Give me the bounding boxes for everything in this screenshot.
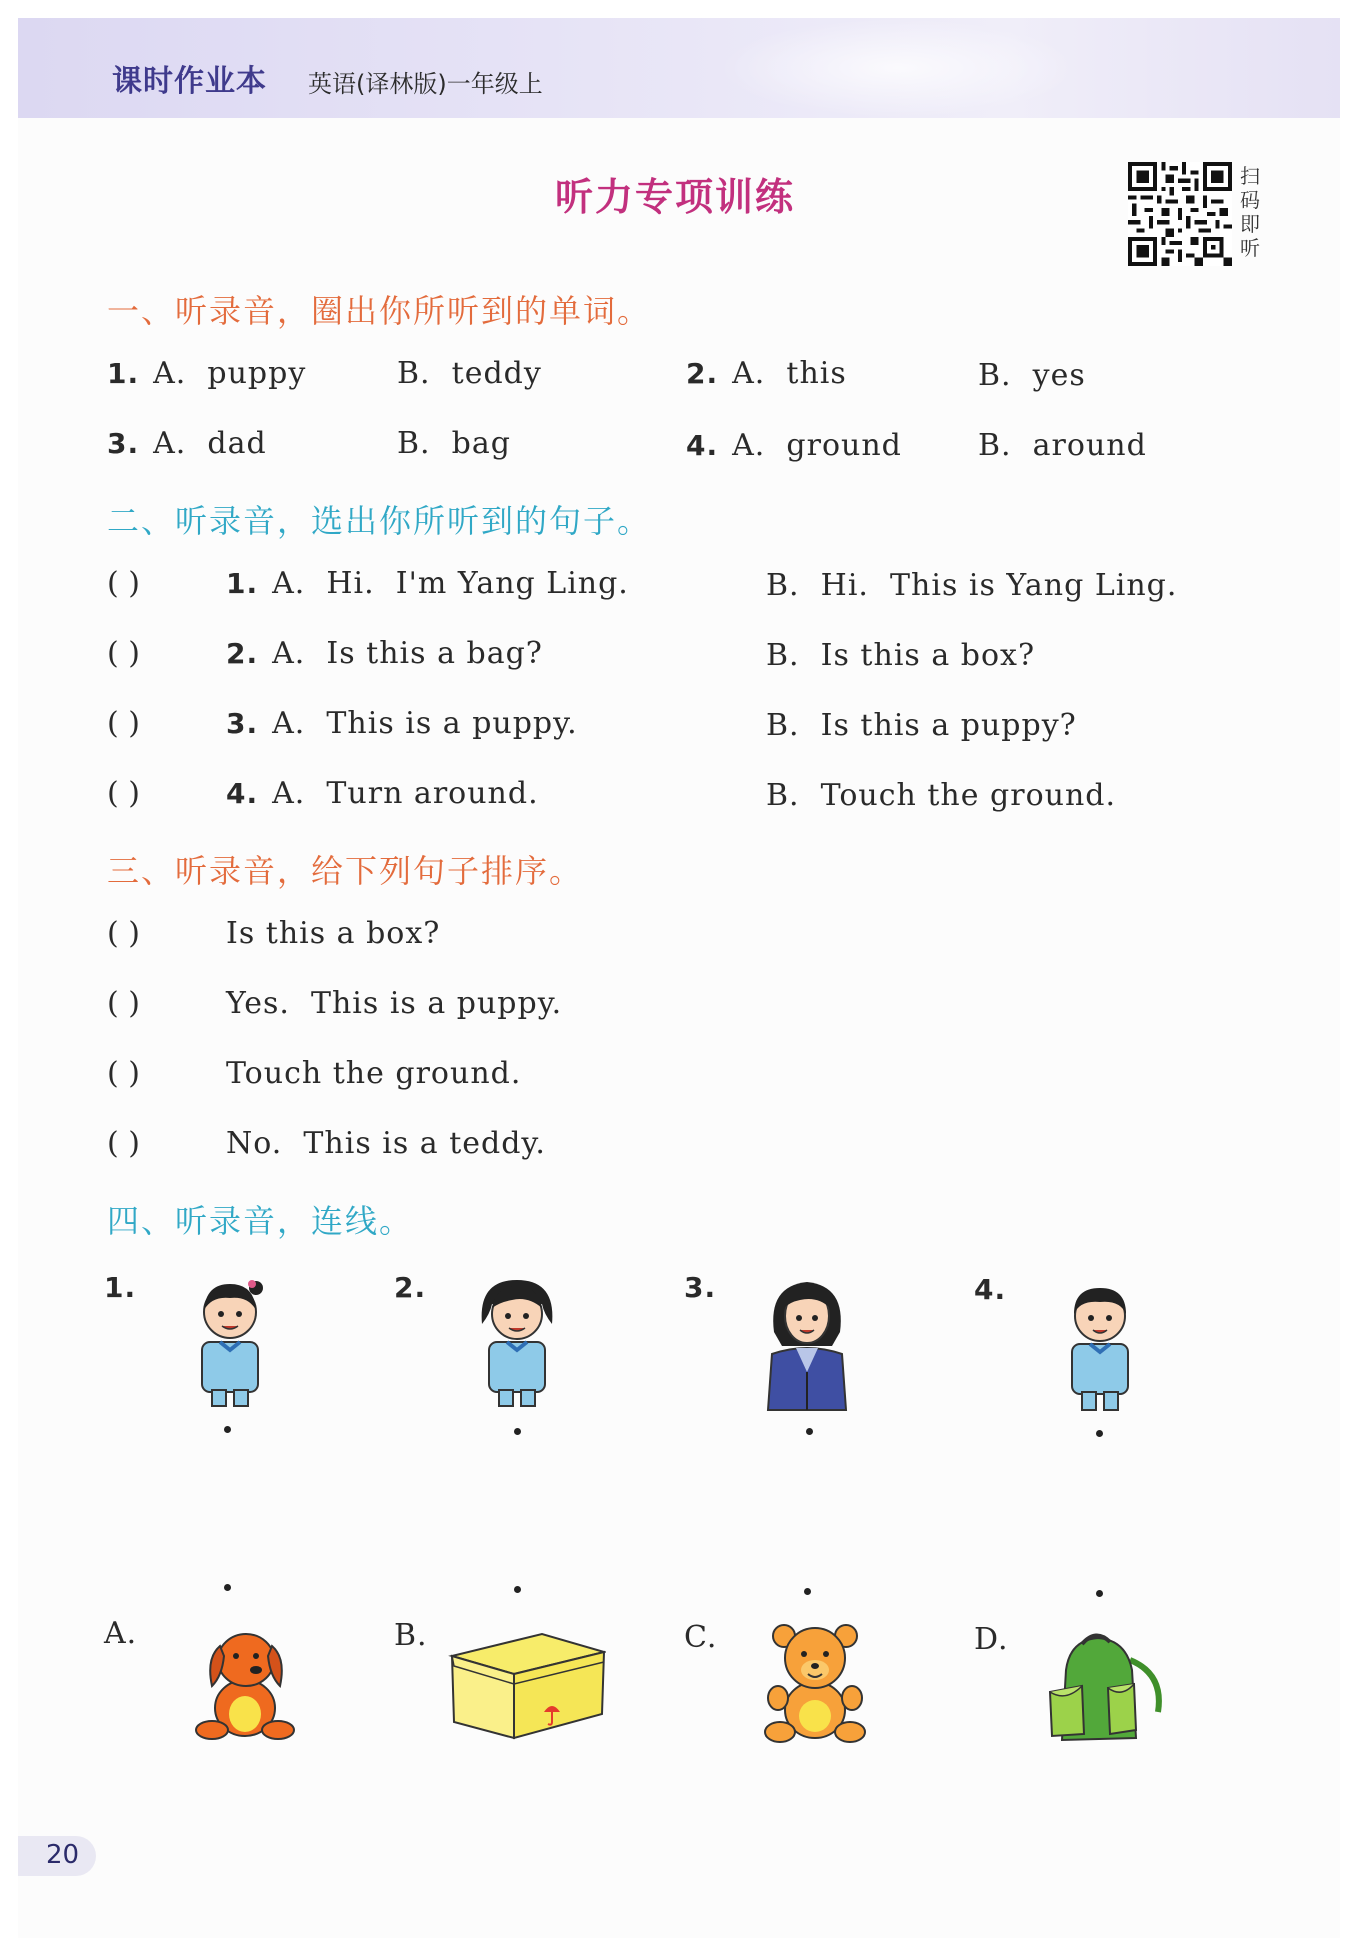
match-dot-person-4[interactable] xyxy=(1096,1430,1103,1437)
section-3-sentence: Touch the ground. xyxy=(226,1056,522,1091)
section-1-heading: 一、听录音，圈出你所听到的单词。 xyxy=(107,292,652,330)
puppy-icon xyxy=(190,1626,300,1742)
person-number: 1. xyxy=(104,1271,137,1304)
option-a[interactable]: A. this xyxy=(732,356,847,391)
person-number: 4. xyxy=(974,1273,1007,1306)
object-letter: C. xyxy=(684,1620,718,1655)
section-1-item-2: 2. A. this xyxy=(686,356,847,391)
answer-blank[interactable]: ( ) xyxy=(107,916,140,951)
section-1-item-4-option-b[interactable]: B. around xyxy=(978,428,1147,463)
section-1-item-4: 4. A. ground xyxy=(686,428,902,463)
object-letter: B. xyxy=(394,1618,428,1653)
section-2-item-4-option-b: B. Touch the ground. xyxy=(766,778,1117,813)
match-dot-object-d[interactable] xyxy=(1096,1590,1103,1597)
person-number: 3. xyxy=(684,1271,717,1304)
match-dot-object-b[interactable] xyxy=(514,1586,521,1593)
section-2-item-4: 4. A. Turn around. xyxy=(226,776,539,811)
page-title: 听力专项训练 xyxy=(554,175,795,219)
page-number: 20 xyxy=(46,1840,80,1870)
backpack-icon xyxy=(1046,1630,1168,1746)
section-3-sentence: Yes. This is a puppy. xyxy=(226,986,563,1021)
match-dot-person-3[interactable] xyxy=(806,1428,813,1435)
answer-blank[interactable]: ( ) xyxy=(107,1126,140,1161)
answer-blank[interactable]: ( ) xyxy=(107,636,140,671)
section-2-item-1-option-b: B. Hi. This is Yang Ling. xyxy=(766,568,1178,603)
match-dot-object-a[interactable] xyxy=(224,1584,231,1591)
answer-blank[interactable]: ( ) xyxy=(107,986,140,1021)
section-2-item-2: 2. A. Is this a bag? xyxy=(226,636,543,671)
match-dot-object-c[interactable] xyxy=(804,1588,811,1595)
section-2-item-1: 1. A. Hi. I'm Yang Ling. xyxy=(226,566,629,601)
girl-pigtails-figure xyxy=(190,1276,270,1408)
section-2-item-3: 3. A. This is a puppy. xyxy=(226,706,578,741)
option-a[interactable]: A. ground xyxy=(732,428,902,463)
woman-figure xyxy=(762,1272,852,1412)
option-a[interactable]: A. puppy xyxy=(153,356,307,391)
match-dot-person-2[interactable] xyxy=(514,1428,521,1435)
section-2-item-3-option-b: B. Is this a puppy? xyxy=(766,708,1077,743)
section-1-item-2-option-b[interactable]: B. yes xyxy=(978,358,1086,393)
answer-blank[interactable]: ( ) xyxy=(107,1056,140,1091)
section-2-heading: 二、听录音，选出你所听到的句子。 xyxy=(107,502,652,540)
person-number: 2. xyxy=(394,1271,427,1304)
section-1-item-1: 1. A. puppy xyxy=(107,356,307,391)
match-dot-person-1[interactable] xyxy=(224,1426,231,1433)
answer-blank[interactable]: ( ) xyxy=(107,566,140,601)
answer-blank[interactable]: ( ) xyxy=(107,706,140,741)
section-2-item-2-option-b: B. Is this a box? xyxy=(766,638,1036,673)
section-1-item-3-option-b[interactable]: B. bag xyxy=(397,426,511,461)
girl-bob-figure xyxy=(472,1274,562,1408)
qr-label: 扫 码 即 听 xyxy=(1240,164,1260,260)
section-1-item-1-option-b[interactable]: B. teddy xyxy=(397,356,542,391)
qr-code-icon[interactable] xyxy=(1128,162,1232,266)
section-1-item-3: 3. A. dad xyxy=(107,426,267,461)
answer-blank[interactable]: ( ) xyxy=(107,776,140,811)
book-subtitle: 英语(译林版)一年级上 xyxy=(308,70,543,98)
boy-figure xyxy=(1060,1278,1140,1412)
section-3-sentence: Is this a box? xyxy=(226,916,441,951)
section-3-heading: 三、听录音，给下列句子排序。 xyxy=(107,852,584,890)
object-letter: D. xyxy=(974,1622,1009,1657)
section-4-heading: 四、听录音，连线。 xyxy=(107,1202,414,1240)
option-a[interactable]: A. dad xyxy=(153,426,267,461)
section-3-sentence: No. This is a teddy. xyxy=(226,1126,546,1161)
series-title: 课时作业本 xyxy=(112,64,267,99)
object-letter: A. xyxy=(104,1616,138,1651)
teddy-bear-icon xyxy=(760,1622,870,1748)
box-icon xyxy=(446,1630,606,1742)
